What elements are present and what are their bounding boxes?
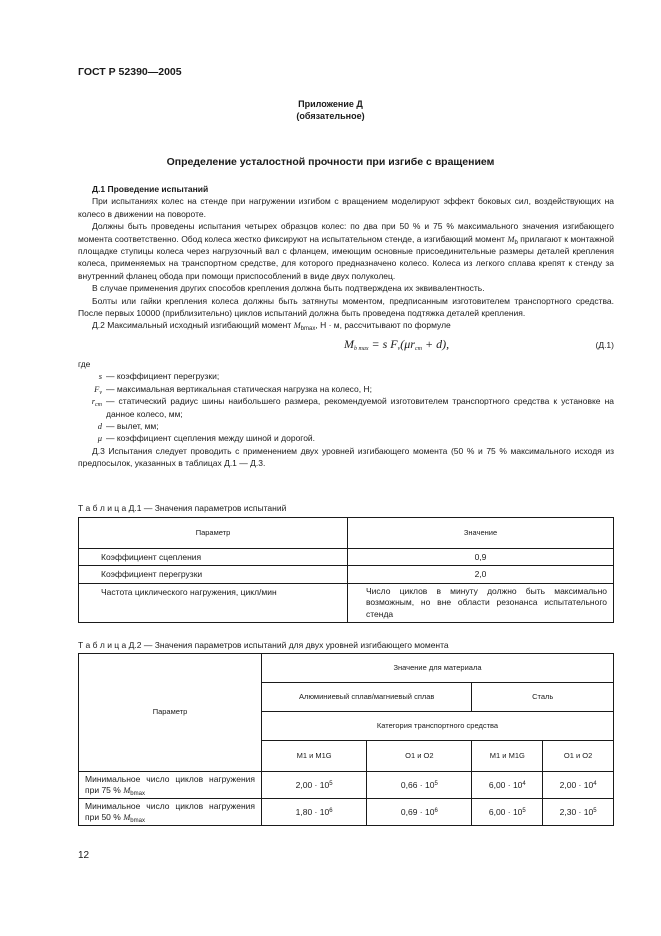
table-cell: $6,00 \cdot 10^4$ — [472, 772, 543, 799]
symbol-definitions — [78, 370, 614, 444]
table-row — [79, 772, 614, 799]
table-row — [79, 549, 614, 566]
table-cell: $2,00 \cdot 10^5$ — [262, 772, 367, 799]
definition-item: d — вылет, мм; — [97, 420, 159, 431]
table-cell: Минимальное число циклов нагружения при 75 % $M_{bmax}$ — [79, 772, 262, 799]
formula-expression: $M_{b max} = s$ $F_v(\mu r_{ст} + d)$, — [344, 336, 450, 352]
table-cell: $0,66 \cdot 10^5$ — [367, 772, 472, 799]
page-number: 12 — [78, 850, 90, 861]
paragraph: При испытаниях колес на стенде при нагружении изгибом с вращением моделируют эффект боковых сил, воздействующих на колесо в движении на повороте. — [78, 196, 614, 219]
where-label: где — [78, 358, 91, 369]
formula-number: (Д.1) — [595, 339, 614, 350]
table-cell: Число циклов в минуту должно быть максимально возможным, но вне области резонанса испытательного стенда — [348, 583, 614, 623]
standard-header: ГОСТ Р 52390—2005 — [78, 66, 182, 78]
column-header: Параметр — [79, 654, 262, 772]
column-header: Параметр — [79, 518, 348, 549]
table-cell: 2,0 — [348, 566, 614, 583]
table-cell: Частота циклического нагружения, цикл/мин — [79, 583, 348, 623]
paragraph-d2: Д.2 Максимальный исходный изгибающий момент $M_{bmax}$, Н · м, рассчитывают по формуле — [92, 320, 451, 333]
material-header: Сталь — [472, 683, 614, 712]
table2-caption: Т а б л и ц а Д.2 — Значения параметров испытаний для двух уровней изгибающего момента — [78, 640, 449, 650]
annex-type: (обязательное) — [296, 111, 365, 121]
table-cell: $1,80 \cdot 10^6$ — [262, 799, 367, 826]
column-header: Значение — [348, 518, 614, 549]
document-body — [78, 183, 614, 470]
table-cell: 0,9 — [348, 549, 614, 566]
paragraph: Должны быть проведены испытания четырех образцов колес: по два при 50 % и 75 % максимального значения изгибающего момента соответственно. Обод колеса жестко фиксируют на испытательном стенде, а изгибающий момент $M_b$ прилагают к монтажной площадке ступицы колеса через нагрузочный вал с фланцем, имеющим основные присоединительные размеры деталей крепления колеса, применяемых на транспортном средстве, для которого предназначено колесо. Колеса из легкого сплава крепят к стенду за внутренний фланец обода при помощи приспособлений в виде двух полуколец. — [78, 221, 615, 281]
table1-caption: Т а б л и ц а Д.1 — Значения параметров испытаний — [78, 503, 287, 513]
table-cell: Минимальное число циклов нагружения при 50 % $M_{bmax}$ — [79, 799, 262, 826]
table-row — [79, 566, 614, 583]
table-row — [79, 583, 614, 623]
table-cell: Коэффициент сцепления — [79, 549, 348, 566]
definition-item: $r_{ст}$ — статический радиус шины наибольшего размера, рекомендуемой изготовителем транспортного средства к установке на данное колесо, мм; — [91, 396, 614, 419]
table-header-row — [79, 654, 614, 683]
category-header: Категория транспортного средства — [262, 712, 614, 741]
material-header: Алюминиевый сплав/магниевый сплав — [262, 683, 472, 712]
category-cell: M1 и M1G — [472, 741, 543, 772]
table-cell: $6,00 \cdot 10^5$ — [472, 799, 543, 826]
category-cell: M1 и M1G — [262, 741, 367, 772]
section-title: Определение усталостной прочности при изгибе с вращением — [166, 156, 495, 168]
table-header-row — [79, 518, 614, 549]
annex-heading — [0, 98, 661, 122]
section-heading-d1: Д.1 Проведение испытаний — [92, 184, 209, 194]
table-cell: $0,69 \cdot 10^6$ — [367, 799, 472, 826]
column-header: Значение для материала — [262, 654, 614, 683]
table-cell: $2,00 \cdot 10^4$ — [543, 772, 614, 799]
category-cell: O1 и O2 — [367, 741, 472, 772]
table-d1 — [78, 517, 614, 623]
paragraph: Болты или гайки крепления колеса должны быть затянуты моментом, предписанным изготовителем транспортного средства. После первых 10000 (приблизительно) циклов испытаний должна быть проведена подтяжка деталей крепления. — [78, 295, 614, 319]
table-cell: Коэффициент перегрузки — [79, 566, 348, 583]
paragraph-d3: Д.3 Испытания следует проводить с применением двух уровней изгибающего момента (50 % и 75 % максимального исходя из предпосылок, указанных в таблицах Д.1 — Д.3. — [78, 445, 614, 469]
paragraph: В случае применения других способов крепления должна быть подтверждена их эквивалентность. — [92, 283, 485, 294]
table-cell: $2,30 \cdot 10^5$ — [543, 799, 614, 826]
definition-item: s — коэффициент перегрузки; — [98, 371, 220, 382]
table-row — [79, 799, 614, 826]
formula-d1 — [78, 332, 614, 358]
category-cell: O1 и O2 — [543, 741, 614, 772]
definition-item: $F_v$ — максимальная вертикальная статическая нагрузка на колесо, Н; — [94, 383, 372, 396]
annex-title: Приложение Д — [298, 99, 363, 109]
definition-item: μ — коэффициент сцепления между шиной и дорогой. — [97, 433, 316, 444]
table-d2 — [78, 653, 614, 826]
